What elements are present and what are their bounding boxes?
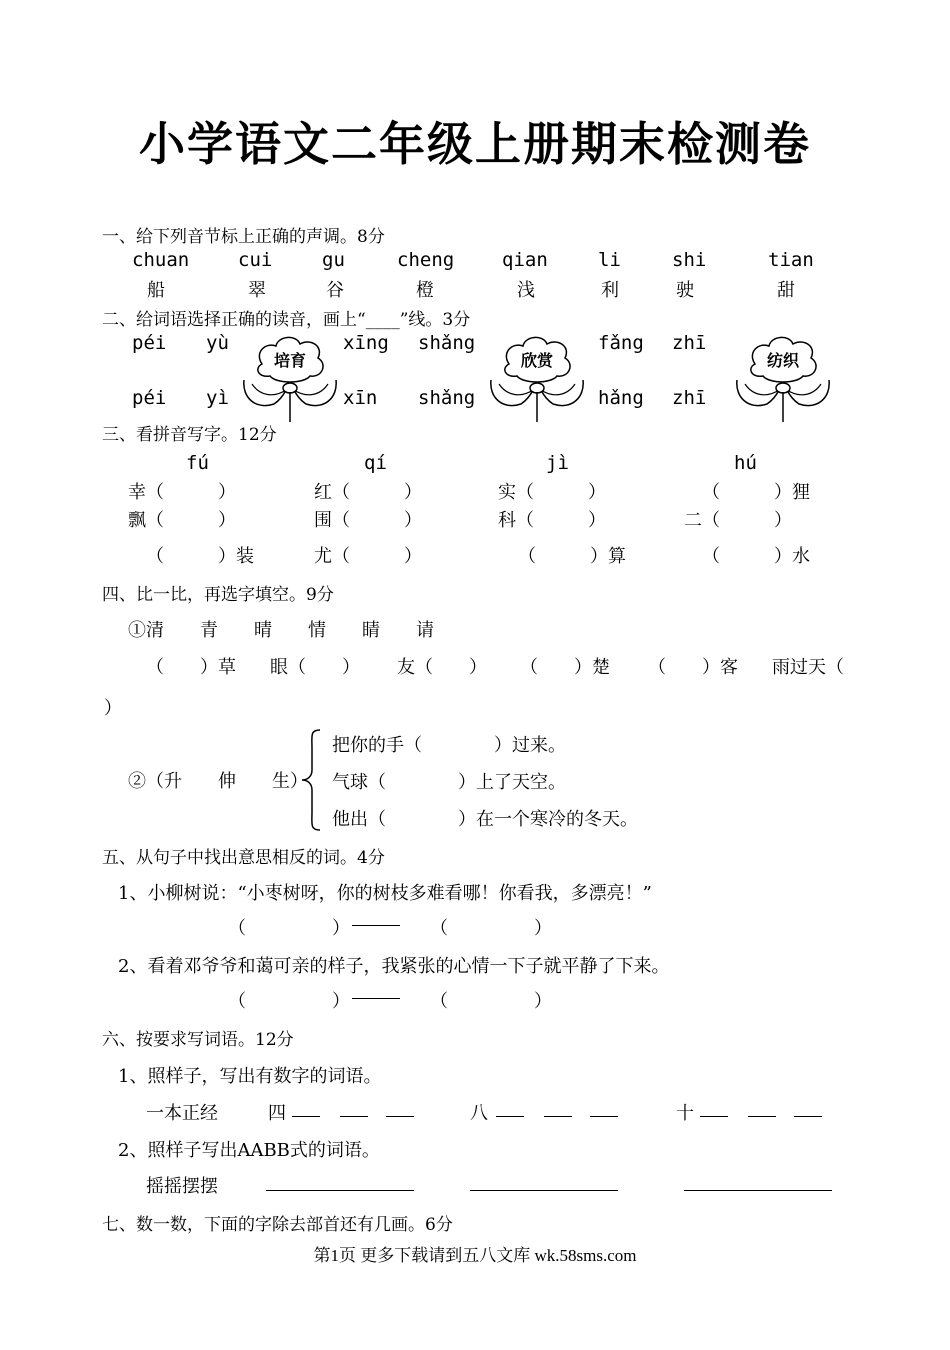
answer-blank[interactable] bbox=[794, 1100, 822, 1117]
flower-word: 欣赏 bbox=[520, 351, 553, 370]
answer-blank[interactable] bbox=[700, 1100, 728, 1117]
pinyin-option: hǎng bbox=[598, 387, 644, 409]
answer-blank[interactable] bbox=[386, 1100, 414, 1117]
open-bracket: （ bbox=[228, 918, 246, 939]
choice-list: ①清 青 晴 情 睛 请 bbox=[128, 620, 434, 641]
pinyin-prompt: fú bbox=[186, 452, 209, 474]
pinyin-prompt: hú bbox=[734, 452, 757, 474]
flower-word: 培育 bbox=[273, 351, 306, 370]
answer-line[interactable] bbox=[266, 1174, 414, 1191]
example-word: 摇摇摆摆 bbox=[146, 1176, 218, 1197]
flower-illustration bbox=[487, 334, 587, 424]
pinyin-option: péi bbox=[132, 332, 167, 354]
fill-item[interactable]: 飘（ ） bbox=[128, 510, 236, 531]
fill-item[interactable]: （ ）楚 bbox=[520, 657, 610, 678]
close-bracket: ） bbox=[332, 918, 350, 939]
fill-item[interactable]: 友（ ） bbox=[397, 657, 487, 678]
fill-item[interactable]: （ ）算 bbox=[518, 546, 626, 567]
fill-item[interactable]: （ ）装 bbox=[146, 546, 254, 567]
section-6-heading: 六、按要求写词语。12分 bbox=[102, 1030, 294, 1050]
answer-line[interactable] bbox=[684, 1174, 832, 1191]
flower-word: 纺织 bbox=[766, 351, 799, 370]
example-word: 一本正经 bbox=[146, 1103, 218, 1124]
fill-item[interactable]: （ ）狸 bbox=[702, 482, 810, 503]
pinyin-item: qian bbox=[502, 249, 548, 271]
close-bracket: ） bbox=[534, 918, 552, 939]
section-3-heading: 三、看拼音写字。12分 bbox=[102, 425, 277, 445]
dash-line bbox=[352, 925, 400, 926]
section-4-heading: 四、比一比，再选字填空。9分 bbox=[102, 585, 334, 605]
pinyin-option: yì bbox=[206, 387, 229, 409]
number-prompt: 四 bbox=[268, 1103, 286, 1124]
pinyin-option: zhī bbox=[672, 387, 707, 409]
fill-item[interactable]: （ ）客 bbox=[648, 657, 738, 678]
hanzi-item: 利 bbox=[601, 280, 619, 301]
fill-item[interactable]: 二（ ） bbox=[684, 510, 792, 531]
pinyin-item: gu bbox=[322, 249, 345, 271]
fill-item[interactable]: （ ）草 bbox=[146, 657, 236, 678]
pinyin-option: zhī bbox=[672, 332, 707, 354]
number-prompt: 八 bbox=[470, 1103, 488, 1124]
fill-item[interactable]: 幸（ ） bbox=[128, 482, 236, 503]
pinyin-item: cui bbox=[238, 249, 273, 271]
pinyin-prompt: qí bbox=[364, 452, 387, 474]
fill-item[interactable]: 围（ ） bbox=[314, 510, 422, 531]
pinyin-option: xīn bbox=[343, 387, 378, 409]
question-2: 2、看着邓爷爷和蔼可亲的样子，我紧张的心情一下子就平静了下来。 bbox=[118, 956, 670, 977]
close-bracket: ） bbox=[534, 991, 552, 1012]
fill-item[interactable]: 雨过天（ bbox=[772, 657, 844, 678]
page-title: 小学语文二年级上册期末检测卷 bbox=[139, 117, 811, 171]
flower-illustration bbox=[240, 334, 340, 424]
pinyin-option: shǎng bbox=[418, 387, 476, 409]
open-bracket: （ bbox=[430, 918, 448, 939]
answer-line[interactable] bbox=[470, 1174, 618, 1191]
hanzi-item: 船 bbox=[147, 280, 165, 301]
brace-icon bbox=[300, 728, 324, 832]
number-prompt: 十 bbox=[676, 1103, 694, 1124]
fill-item[interactable]: 红（ ） bbox=[314, 482, 422, 503]
pinyin-prompt: jì bbox=[546, 452, 569, 474]
hanzi-item: 谷 bbox=[326, 280, 344, 301]
open-bracket: （ bbox=[228, 991, 246, 1012]
pinyin-option: fǎng bbox=[598, 332, 644, 354]
pinyin-option: shǎng bbox=[418, 332, 476, 354]
answer-blank[interactable] bbox=[748, 1100, 776, 1117]
answer-blank[interactable] bbox=[292, 1100, 320, 1117]
hanzi-item: 浅 bbox=[517, 280, 535, 301]
dash-line bbox=[352, 998, 400, 999]
section-5-heading: 五、从句子中找出意思相反的词。4分 bbox=[102, 848, 385, 868]
question-1: 1、小柳树说：“小枣树呀，你的树枝多难看哪！你看我，多漂亮！” bbox=[118, 883, 652, 904]
fill-item[interactable]: 科（ ） bbox=[498, 510, 606, 531]
hanzi-item: 翠 bbox=[248, 280, 266, 301]
hanzi-item: 驶 bbox=[676, 280, 694, 301]
pinyin-option: xīng bbox=[343, 332, 389, 354]
open-bracket: （ bbox=[430, 991, 448, 1012]
answer-blank[interactable] bbox=[590, 1100, 618, 1117]
section-1-heading: 一、给下列音节标上正确的声调。8分 bbox=[102, 227, 385, 247]
pinyin-item: li bbox=[598, 249, 621, 271]
section-2-heading: 二、给词语选择正确的读音，画上“____”线。3分 bbox=[102, 310, 471, 330]
choice-list: ②（升 伸 生） bbox=[128, 771, 308, 792]
answer-blank[interactable] bbox=[544, 1100, 572, 1117]
page-footer: 第1页 更多下载请到五八文库 wk.58sms.com bbox=[313, 1246, 637, 1265]
pinyin-item: cheng bbox=[397, 249, 455, 271]
section-7-heading: 七、数一数，下面的字除去部首还有几画。6分 bbox=[102, 1215, 453, 1235]
hanzi-item: 甜 bbox=[777, 280, 795, 301]
pinyin-item: tian bbox=[768, 249, 814, 271]
pinyin-item: shi bbox=[672, 249, 707, 271]
answer-blank[interactable] bbox=[496, 1100, 524, 1117]
fill-item[interactable]: （ ）水 bbox=[702, 546, 810, 567]
answer-blank[interactable] bbox=[340, 1100, 368, 1117]
sentence-fill[interactable]: 气球（ ）上了天空。 bbox=[332, 772, 566, 793]
pinyin-option: yù bbox=[206, 332, 229, 354]
fill-item[interactable]: 眼（ ） bbox=[270, 657, 360, 678]
question-1: 1、照样子，写出有数字的词语。 bbox=[118, 1066, 382, 1087]
sentence-fill[interactable]: 他出（ ）在一个寒冷的冬天。 bbox=[332, 809, 638, 830]
fill-item[interactable]: 实（ ） bbox=[498, 482, 606, 503]
question-2: 2、照样子写出AABB式的词语。 bbox=[118, 1140, 380, 1161]
flower-illustration bbox=[733, 334, 833, 424]
fill-item[interactable]: 尤（ ） bbox=[314, 546, 422, 567]
close-bracket: ） bbox=[332, 991, 350, 1012]
hanzi-item: 橙 bbox=[416, 280, 434, 301]
sentence-fill[interactable]: 把你的手（ ）过来。 bbox=[332, 735, 566, 756]
pinyin-item: chuan bbox=[132, 249, 190, 271]
pinyin-option: péi bbox=[132, 387, 167, 409]
closing-bracket: ） bbox=[104, 698, 122, 719]
